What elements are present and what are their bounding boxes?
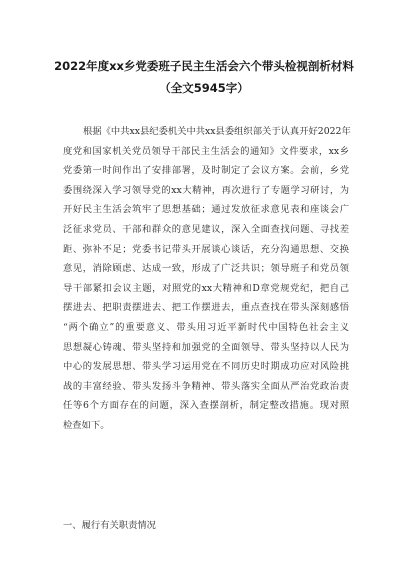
paragraph-line: 距、弥补不足；党委书记带头开展谈心谈话，充分沟通思想、交换 <box>63 243 349 255</box>
paragraph-line: 中心的发展思想、带头学习运用党在不同历史时期成功应对风险挑 <box>63 361 349 373</box>
paragraph-line: 摆进去、把职责摆进去、把工作摆进去，重点查找在带头深刻感悟 <box>63 302 349 314</box>
paragraph-line: 泛征求党员、干部和群众的意见建议，深入全面查找问题、寻找差 <box>63 223 349 235</box>
paragraph-line: 检查如下。 <box>63 419 110 431</box>
paragraph-line: “两个确立”的重要意义、带头用习近平新时代中国特色社会主义 <box>63 321 349 333</box>
document-title: 2022年度xx乡党委班子民主生活会六个带头检视剖析材料 <box>54 59 354 73</box>
paragraph-line: 开好民主生活会筑牢了思想基础；通过发放征求意见表和座谈会广 <box>63 204 349 216</box>
section-heading: 一、履行有关职责情况 <box>63 520 156 531</box>
paragraph-line: 任等6个方面存在的问题，深入查摆剖析，制定整改措施。现对照 <box>63 400 349 412</box>
paragraph-line: 根据《中共xx县纪委机关中共xx县委组织部关于认真开好2022年 <box>83 126 351 137</box>
paragraph-line: 战的丰富经验、带头发扬斗争精神、带头落实全面从严治党政治责 <box>63 380 349 392</box>
paragraph-line: 党委第一时间作出了安排部署，及时制定了会议方案。会前，乡党 <box>63 165 349 177</box>
document-word-count: （全文5945字） <box>159 81 249 95</box>
paragraph-line: 委围绕深入学习领导党的xx大精神，再次进行了专题学习研讨，为 <box>63 184 349 196</box>
document-body <box>63 122 349 436</box>
paragraph-line: 导干部紧扣会议主题，对照党的xx大精神和D章党规党纪，把自己 <box>63 282 349 294</box>
paragraph-line: 意见，消除顾虑、达成一致，形成了广泛共识；领导班子和党员领 <box>63 263 349 275</box>
paragraph-line: 度党和国家机关党员领导干部民主生活会的通知》文件要求，xx乡 <box>63 145 349 157</box>
paragraph-line: 思想凝心铸魂、带头坚持和加强党的全面领导、带头坚持以人民为 <box>63 341 349 353</box>
